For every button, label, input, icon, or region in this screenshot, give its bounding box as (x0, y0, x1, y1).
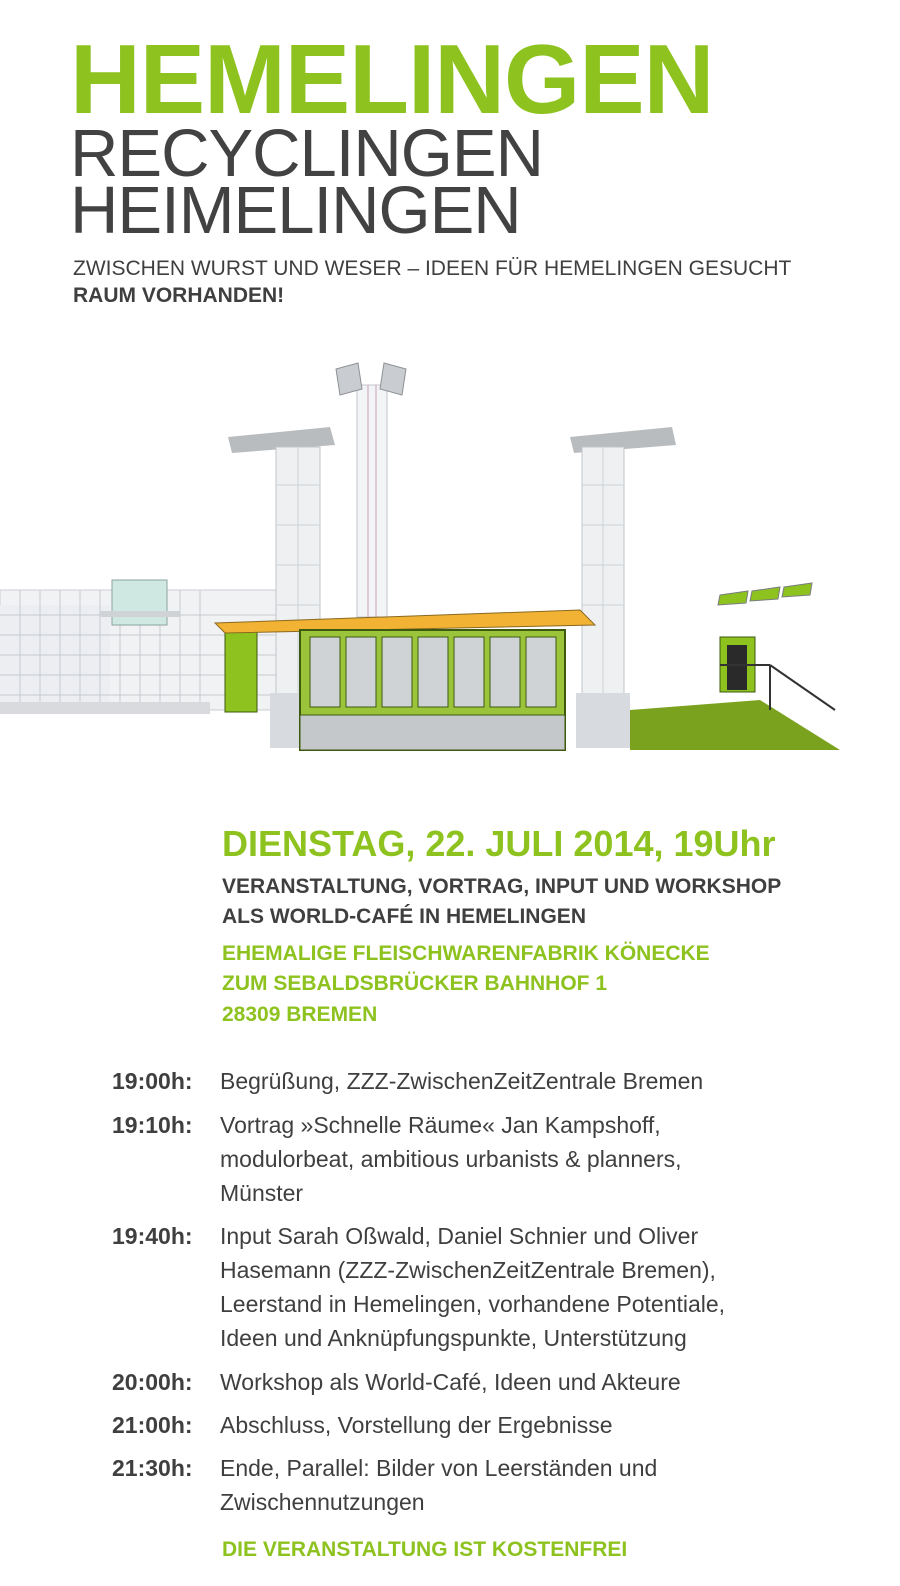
factory-collage-image (0, 355, 900, 765)
tiled-wall (0, 580, 285, 714)
tagline: RAUM VORHANDEN! (73, 284, 285, 307)
schedule-time: 20:00h: (112, 1369, 193, 1395)
subtitle: ZWISCHEN WURST UND WESER – IDEEN FÜR HEMELINGEN GESUCHT (73, 257, 792, 280)
free-admission-note: DIE VERANSTALTUNG IST KOSTENFREI (222, 1538, 628, 1561)
title-heimelingen: HEIMELINGEN (70, 173, 521, 248)
title-recyclingen: RECYCLINGEN (70, 116, 543, 191)
right-column (570, 427, 676, 748)
schedule-time: 19:00h: (112, 1068, 193, 1094)
event-date: DIENSTAG, 22. JULI 2014, 19Uhr (222, 823, 776, 864)
venue-line: EHEMALIGE FLEISCHWARENFABRIK KÖNECKE (222, 942, 710, 965)
schedule-time: 19:10h: (112, 1112, 193, 1138)
schedule-description: Abschluss, Vorstellung der Ergebnisse (220, 1412, 613, 1438)
schedule-time: 21:00h: (112, 1412, 193, 1438)
schedule-time: 21:30h: (112, 1455, 193, 1481)
schedule-description: Input Sarah Oßwald, Daniel Schnier und Oliver Hasemann (ZZZ-ZwischenZeitZentrale Bremen), Leerstand in Hemelingen, vorhandene Potentiale, Ideen und Anknüpfungspunkte, Unterstützung (220, 1223, 726, 1351)
title-hemelingen: HEMELINGEN (70, 24, 714, 134)
schedule-description: Workshop als World-Café, Ideen und Akteure (220, 1369, 681, 1395)
venue-line: ZUM SEBALDSBRÜCKER BAHNHOF 1 (222, 972, 608, 995)
schedule-description: Begrüßung, ZZZ-ZwischenZeitZentrale Bremen (220, 1068, 704, 1094)
event-type-line: VERANSTALTUNG, VORTRAG, INPUT UND WORKSHOP (222, 875, 782, 898)
ramp-with-stairs (630, 583, 840, 750)
light-mast (336, 363, 406, 617)
venue-line: 28309 BREMEN (222, 1003, 378, 1026)
event-type-line: ALS WORLD-CAFÉ IN HEMELINGEN (222, 905, 586, 928)
schedule-description: Vortrag »Schnelle Räume« Jan Kampshoff, modulorbeat, ambitious urbanists & planners, Münster (220, 1112, 682, 1206)
schedule-time: 19:40h: (112, 1223, 193, 1249)
schedule-description: Ende, Parallel: Bilder von Leerständen und Zwischennutzungen (220, 1455, 658, 1515)
